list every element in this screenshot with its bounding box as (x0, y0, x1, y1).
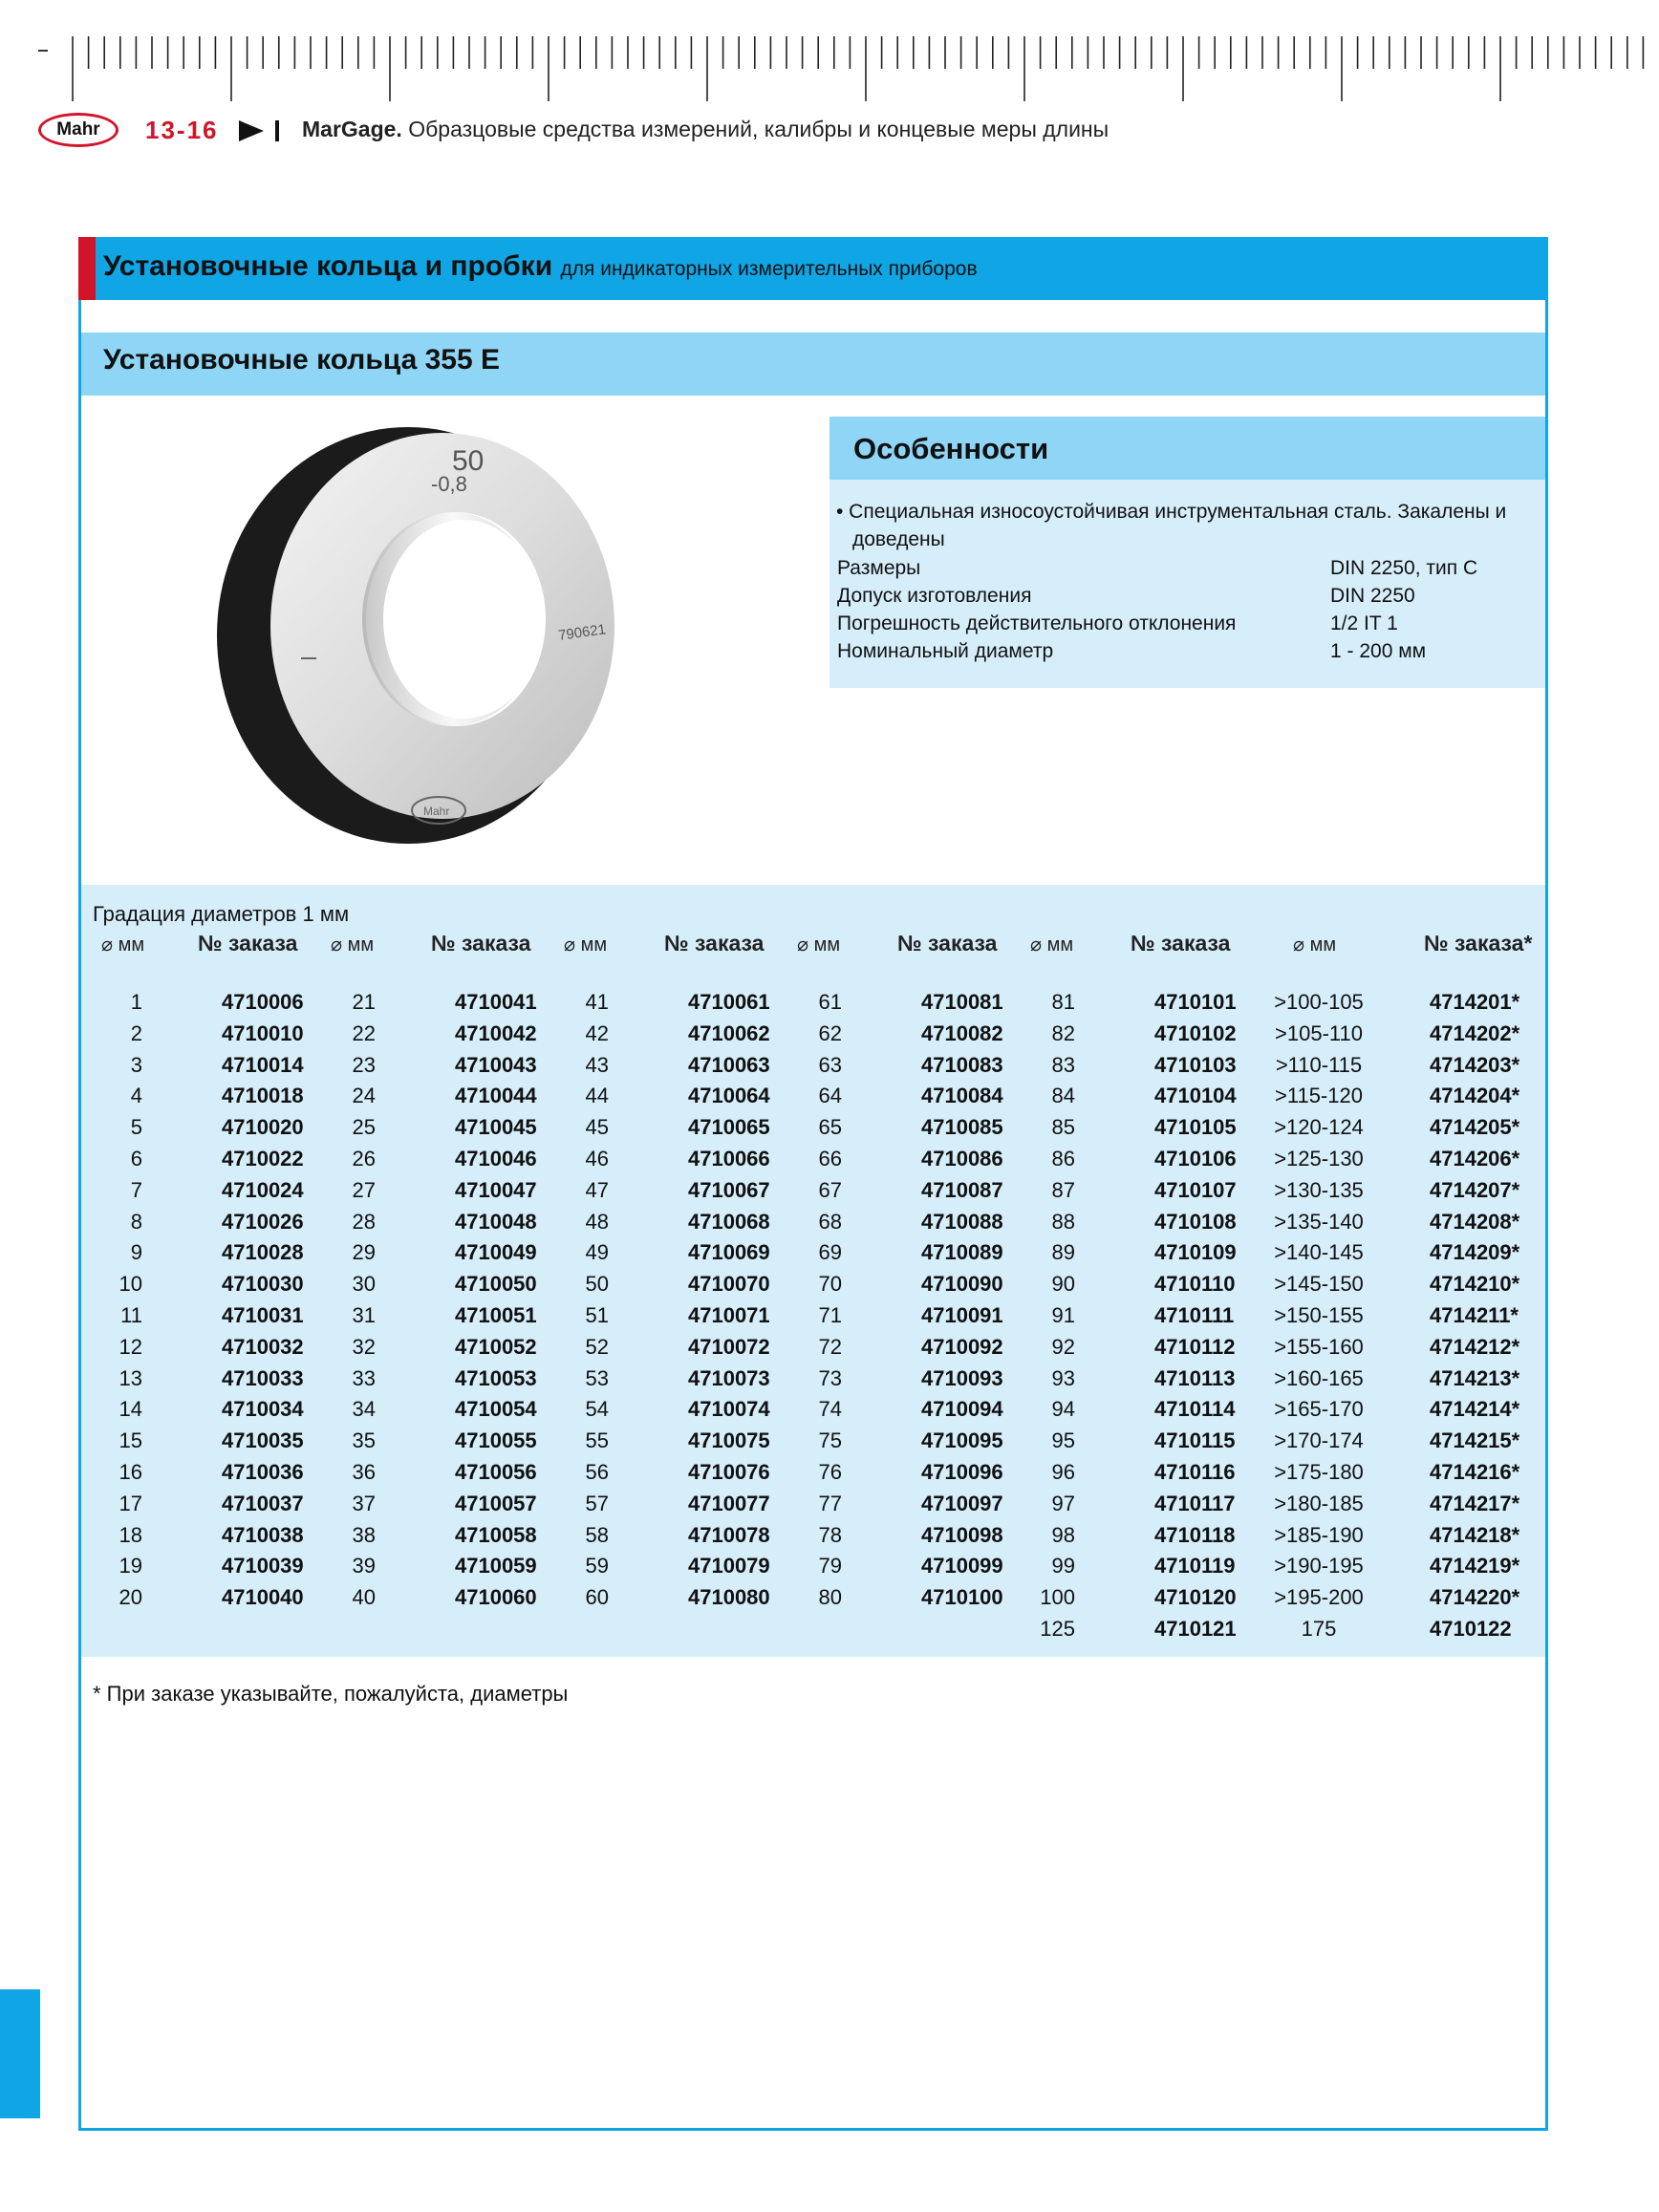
order-number-cell: 4714206* (1430, 1147, 1520, 1170)
diameter-cell: 65 (818, 1115, 842, 1140)
diameter-cell: 3 (130, 1052, 142, 1077)
order-number-cell: 4710097 (921, 1491, 1003, 1515)
diameter-cell: 35 (352, 1428, 376, 1453)
order-number-cell: 4710057 (455, 1491, 537, 1515)
order-number-cell: 4710022 (222, 1147, 304, 1170)
header-title (302, 117, 1109, 142)
diameter-cell: 9 (130, 1240, 142, 1265)
diameter-cell: 88 (1051, 1209, 1075, 1234)
order-number-cell: 4710014 (222, 1052, 304, 1077)
diameter-cell: 11 (120, 1303, 142, 1327)
order-number-cell: 4710075 (688, 1428, 770, 1453)
section-subtitle: для индикаторных измерительных приборов (560, 258, 978, 280)
order-number-cell: 4710058 (455, 1522, 537, 1547)
order-number-cell: 4710089 (921, 1240, 1003, 1265)
diameter-cell: 54 (585, 1397, 609, 1422)
diameter-cell: 16 (118, 1460, 142, 1484)
order-number-cell: 4714204* (1430, 1084, 1520, 1108)
diameter-cell: 90 (1051, 1272, 1075, 1297)
order-number-cell: 4710046 (455, 1147, 537, 1170)
order-number-cell: 4710085 (921, 1115, 1003, 1140)
order-number-cell: 4710060 (455, 1585, 537, 1610)
diameter-cell: 80 (818, 1585, 842, 1610)
order-number-cell: 4710055 (455, 1428, 537, 1453)
diameter-cell: 68 (818, 1209, 842, 1234)
order-number-cell: 4710033 (222, 1365, 304, 1390)
order-number-cell: 4710095 (921, 1428, 1003, 1453)
order-number-cell: 4710036 (222, 1460, 304, 1484)
order-number-cell: 4710066 (688, 1147, 770, 1170)
order-number-cell: 4710010 (222, 1020, 304, 1045)
order-number-cell: 4710073 (688, 1365, 770, 1390)
diameter-cell: 15 (118, 1428, 142, 1453)
order-number-cell: 4710120 (1154, 1585, 1237, 1610)
order-number-cell: 4710081 (921, 990, 1003, 1014)
product-title: Установочные кольца 355 E (103, 344, 501, 376)
diameter-cell: 30 (352, 1272, 376, 1297)
diameter-cell: 87 (1051, 1177, 1075, 1202)
diameter-cell: 79 (818, 1554, 842, 1578)
order-number-cell: 4710072 (688, 1334, 770, 1359)
column-header-dia: ⌀ мм (564, 934, 608, 956)
order-number-cell: 4710031 (222, 1303, 304, 1327)
diameter-cell: >180-185 (1274, 1491, 1364, 1515)
diameter-cell: 67 (818, 1177, 842, 1202)
order-number-cell: 4710092 (921, 1334, 1003, 1359)
diameter-cell: 31 (352, 1303, 376, 1327)
order-number-cell: 4710104 (1154, 1084, 1237, 1108)
diameter-cell: 64 (818, 1084, 842, 1108)
order-number-cell: 4710047 (455, 1177, 537, 1202)
diameter-cell: 6 (130, 1147, 142, 1170)
order-number-cell: 4710113 (1154, 1365, 1236, 1390)
diameter-cell: 17 (118, 1491, 142, 1515)
order-number-cell: 4710064 (688, 1084, 770, 1108)
diameter-cell: 38 (352, 1522, 376, 1547)
diameter-cell: 19 (118, 1554, 142, 1578)
diameter-cell: 28 (352, 1209, 376, 1234)
diameter-cell: 56 (585, 1460, 609, 1484)
diameter-cell: 39 (352, 1554, 376, 1578)
order-number-cell: 4710050 (455, 1272, 537, 1297)
brand-name: MarGage. (302, 117, 402, 141)
diameter-cell: 18 (118, 1522, 142, 1547)
diameter-cell: 33 (352, 1365, 376, 1390)
diameter-cell: 175 (1301, 1617, 1337, 1641)
diameter-cell: 25 (352, 1115, 376, 1140)
diameter-cell: 61 (818, 990, 842, 1014)
diameter-cell: 63 (818, 1052, 842, 1077)
order-number-cell: 4710032 (222, 1334, 304, 1359)
page-number: 13-16 (145, 116, 219, 144)
diameter-cell: 71 (818, 1303, 842, 1327)
order-number-cell: 4714213* (1430, 1365, 1520, 1390)
diameter-cell: 78 (818, 1522, 842, 1547)
ruler-decoration (67, 36, 1659, 105)
diameter-cell: 96 (1051, 1460, 1075, 1484)
order-number-cell: 4714203* (1430, 1052, 1520, 1077)
order-number-cell: 4710024 (222, 1177, 304, 1202)
order-number-cell: 4710122 (1430, 1617, 1512, 1641)
diameter-cell: 98 (1051, 1522, 1075, 1547)
diameter-cell: 13 (118, 1365, 142, 1390)
diameter-cell: 50 (585, 1272, 609, 1297)
order-number-cell: 4714218* (1430, 1522, 1520, 1547)
order-number-cell: 4714220* (1430, 1585, 1520, 1610)
diameter-cell: 24 (352, 1084, 376, 1108)
features-title: Особенности (853, 432, 1049, 465)
diameter-cell: 53 (585, 1365, 609, 1390)
order-number-cell: 4710087 (921, 1177, 1003, 1202)
order-number-cell: 4710061 (688, 990, 770, 1014)
order-number-cell: 4710030 (222, 1272, 304, 1297)
diameter-cell: 49 (585, 1240, 609, 1265)
order-number-cell: 4714201* (1430, 990, 1520, 1014)
section-title-main: Установочные кольца и пробки (103, 250, 553, 282)
order-number-cell: 4710051 (455, 1303, 537, 1327)
separator-bar (275, 120, 279, 141)
order-number-cell: 4710082 (921, 1020, 1003, 1045)
diameter-cell: >145-150 (1274, 1272, 1364, 1297)
setting-ring-image (205, 411, 645, 850)
order-number-cell: 4710063 (688, 1052, 770, 1077)
diameter-cell: 77 (818, 1491, 842, 1515)
order-number-cell: 4710065 (688, 1115, 770, 1140)
order-number-cell: 4710028 (222, 1240, 304, 1265)
order-number-cell: 4710110 (1154, 1272, 1236, 1297)
diameter-cell: 125 (1040, 1617, 1075, 1641)
diameter-cell: 74 (818, 1397, 842, 1422)
order-number-cell: 4710039 (222, 1554, 304, 1578)
order-number-cell: 4710112 (1154, 1334, 1236, 1359)
order-number-cell: 4710084 (921, 1084, 1003, 1108)
diameter-cell: 12 (118, 1334, 142, 1359)
diameter-cell: >130-135 (1274, 1177, 1364, 1202)
order-number-cell: 4710103 (1154, 1052, 1237, 1077)
diameter-cell: 89 (1051, 1240, 1075, 1265)
order-number-cell: 4710056 (455, 1460, 537, 1484)
diameter-cell: >190-195 (1274, 1554, 1364, 1578)
order-number-cell: 4710059 (455, 1554, 537, 1578)
order-number-cell: 4710101 (1154, 990, 1237, 1014)
header-description: Образцовые средства измерений, калибры и концевые меры длины (408, 117, 1110, 141)
arrow-right-icon (239, 120, 264, 141)
order-number-cell: 4710054 (455, 1397, 537, 1422)
column-header-dia: ⌀ мм (1030, 934, 1074, 956)
diameter-cell: 34 (352, 1397, 376, 1422)
order-number-cell: 4710121 (1154, 1617, 1237, 1641)
diameter-cell: 86 (1051, 1147, 1075, 1170)
diameter-cell: 52 (585, 1334, 609, 1359)
ring-serial-mark: 790621 (557, 621, 608, 644)
diameter-cell: 20 (118, 1585, 142, 1610)
diameter-cell: 85 (1051, 1115, 1075, 1140)
column-header-dia: ⌀ мм (101, 934, 145, 956)
column-header-order: № заказа (664, 931, 765, 956)
order-number-cell: 4710067 (688, 1177, 770, 1202)
diameter-cell: 62 (818, 1020, 842, 1045)
diameter-cell: >140-145 (1274, 1240, 1364, 1265)
diameter-cell: 70 (818, 1272, 842, 1297)
diameter-cell: 100 (1040, 1585, 1075, 1610)
diameter-cell: 84 (1051, 1084, 1075, 1108)
order-number-cell: 4710086 (921, 1147, 1003, 1170)
order-number-cell: 4714202* (1430, 1020, 1520, 1045)
diameter-cell: >185-190 (1274, 1522, 1364, 1547)
feature-value: DIN 2250, тип C (1330, 557, 1478, 579)
diameter-cell: >170-174 (1274, 1428, 1364, 1453)
order-number-cell: 4710049 (455, 1240, 537, 1265)
column-header-order: № заказа (198, 931, 298, 956)
order-number-cell: 4710062 (688, 1020, 770, 1045)
order-number-cell: 4710094 (921, 1397, 1003, 1422)
column-header-dia-range: ⌀ мм (1293, 934, 1337, 956)
order-number-cell: 4710114 (1154, 1397, 1236, 1422)
feature-value: DIN 2250 (1330, 585, 1415, 607)
diameter-cell: 75 (818, 1428, 842, 1453)
diameter-cell: 55 (585, 1428, 609, 1453)
section-accent (78, 237, 96, 300)
diameter-cell: 26 (352, 1147, 376, 1170)
order-number-cell: 4710099 (921, 1554, 1003, 1578)
footnote: * При заказе указывайте, пожалуйста, диаметры (93, 1682, 569, 1706)
diameter-cell: 23 (352, 1052, 376, 1077)
order-number-cell: 4710043 (455, 1052, 537, 1077)
feature-value: 1 - 200 мм (1330, 640, 1427, 662)
diameter-cell: 42 (585, 1020, 609, 1045)
order-number-cell: 4710037 (222, 1491, 304, 1515)
order-number-cell: 4710076 (688, 1460, 770, 1484)
order-number-cell: 4710119 (1154, 1554, 1236, 1578)
diameter-cell: 51 (585, 1303, 609, 1327)
order-number-cell: 4710091 (921, 1303, 1003, 1327)
ring-size-mark: 50 (452, 445, 485, 477)
order-number-cell: 4710109 (1154, 1240, 1237, 1265)
order-number-cell: 4714207* (1430, 1177, 1520, 1202)
order-number-cell: 4714211* (1430, 1303, 1519, 1327)
diameter-cell: 8 (130, 1209, 142, 1234)
diameter-cell: 60 (585, 1585, 609, 1610)
order-number-cell: 4714216* (1430, 1460, 1520, 1484)
order-number-cell: 4710070 (688, 1272, 770, 1297)
diameter-cell: 32 (352, 1334, 376, 1359)
order-number-cell: 4710111 (1154, 1303, 1235, 1327)
diameter-cell: 7 (130, 1177, 142, 1202)
order-number-cell: 4710115 (1154, 1428, 1236, 1453)
diameter-cell: 83 (1051, 1052, 1075, 1077)
feature-label: Номинальный диаметр (837, 640, 1054, 662)
order-number-cell: 4714217* (1430, 1491, 1520, 1515)
order-number-cell: 4710078 (688, 1522, 770, 1547)
chapter-tab (0, 1989, 40, 2118)
order-number-cell: 4710048 (455, 1209, 537, 1234)
diameter-cell: 10 (118, 1272, 142, 1297)
diameter-cell: 97 (1051, 1491, 1075, 1515)
margin-dash (38, 50, 48, 52)
diameter-cell: 44 (585, 1084, 609, 1108)
order-number-cell: 4710080 (688, 1585, 770, 1610)
diameter-cell: >195-200 (1274, 1585, 1364, 1610)
diameter-cell: 91 (1051, 1303, 1075, 1327)
page-header (38, 113, 1615, 151)
column-header-order: № заказа (431, 931, 531, 956)
order-number-cell: 4714212* (1430, 1334, 1520, 1359)
feature-label: Допуск изготовления (837, 585, 1032, 607)
order-number-cell: 4710107 (1154, 1177, 1237, 1202)
diameter-cell: 41 (585, 990, 609, 1014)
order-number-cell: 4710116 (1154, 1460, 1236, 1484)
order-number-cell: 4710035 (222, 1428, 304, 1453)
mahr-logo: Mahr (38, 113, 118, 147)
order-number-cell: 4710083 (921, 1052, 1003, 1077)
diameter-cell: 21 (352, 990, 376, 1014)
order-number-cell: 4714210* (1430, 1272, 1520, 1297)
feature-label: Размеры (837, 557, 921, 579)
order-number-cell: 4710020 (222, 1115, 304, 1140)
diameter-cell: >105-110 (1275, 1020, 1363, 1045)
order-number-cell: 4710093 (921, 1365, 1003, 1390)
feature-bullet-line2: доведены (852, 528, 945, 550)
section-title (103, 250, 978, 283)
diameter-cell: >175-180 (1274, 1460, 1364, 1484)
order-number-cell: 4710118 (1154, 1522, 1236, 1547)
diameter-cell: >160-165 (1274, 1365, 1364, 1390)
diameter-cell: 14 (118, 1397, 142, 1422)
order-number-cell: 4710098 (921, 1522, 1003, 1547)
diameter-cell: 72 (818, 1334, 842, 1359)
column-header-order: № заказа (897, 931, 998, 956)
column-header-dia: ⌀ мм (331, 934, 375, 956)
gradation-label: Градация диаметров 1 мм (93, 902, 350, 926)
order-number-cell: 4710079 (688, 1554, 770, 1578)
order-number-cell: 4710106 (1154, 1147, 1237, 1170)
order-number-cell: 4710042 (455, 1020, 537, 1045)
order-number-cell: 4710045 (455, 1115, 537, 1140)
order-number-cell: 4710053 (455, 1365, 537, 1390)
diameter-cell: 1 (130, 990, 142, 1014)
order-number-cell: 4710006 (222, 990, 304, 1014)
order-number-cell: 4710034 (222, 1397, 304, 1422)
diameter-cell: 81 (1051, 990, 1075, 1014)
order-number-cell: 4710038 (222, 1522, 304, 1547)
order-number-cell: 4710108 (1154, 1209, 1237, 1234)
diameter-cell: 5 (130, 1115, 142, 1140)
diameter-cell: 93 (1051, 1365, 1075, 1390)
diameter-cell: 46 (585, 1147, 609, 1170)
diameter-cell: 58 (585, 1522, 609, 1547)
order-number-cell: 4710096 (921, 1460, 1003, 1484)
feature-bullet-line1: • Специальная износоустойчивая инструментальная сталь. Закалены и (836, 501, 1507, 523)
diameter-cell: 45 (585, 1115, 609, 1140)
order-number-cell: 4710102 (1154, 1020, 1237, 1045)
diameter-cell: 27 (352, 1177, 376, 1202)
diameter-cell: 48 (585, 1209, 609, 1234)
diameter-cell: >110-115 (1275, 1052, 1363, 1077)
diameter-cell: >115-120 (1275, 1084, 1363, 1108)
column-header-dia: ⌀ мм (797, 934, 841, 956)
diameter-cell: 76 (818, 1460, 842, 1484)
diameter-cell: 47 (585, 1177, 609, 1202)
diameter-cell: 2 (130, 1020, 142, 1045)
order-number-cell: 4714214* (1430, 1397, 1520, 1422)
order-number-cell: 4710026 (222, 1209, 304, 1234)
order-number-cell: 4710044 (455, 1084, 537, 1108)
diameter-cell: 57 (585, 1491, 609, 1515)
order-number-cell: 4710071 (688, 1303, 770, 1327)
order-number-cell: 4710077 (688, 1491, 770, 1515)
diameter-cell: >125-130 (1274, 1147, 1364, 1170)
feature-label: Погрешность действительного отклонения (837, 612, 1237, 634)
diameter-cell: >165-170 (1274, 1397, 1364, 1422)
order-number-cell: 4710117 (1154, 1491, 1236, 1515)
diameter-cell: 94 (1051, 1397, 1075, 1422)
diameter-cell: 4 (130, 1084, 142, 1108)
order-number-cell: 4714219* (1430, 1554, 1520, 1578)
ring-tolerance-mark: -0,8 (431, 472, 467, 496)
diameter-cell: 59 (585, 1554, 609, 1578)
diameter-cell: >100-105 (1274, 990, 1364, 1014)
order-number-cell: 4714205* (1430, 1115, 1520, 1140)
order-number-cell: 4710074 (688, 1397, 770, 1422)
column-header-order-star: № заказа* (1424, 931, 1533, 956)
diameter-cell: 73 (818, 1365, 842, 1390)
diameter-cell: 66 (818, 1147, 842, 1170)
diameter-cell: >150-155 (1274, 1303, 1364, 1327)
diameter-cell: 29 (352, 1240, 376, 1265)
order-number-cell: 4710040 (222, 1585, 304, 1610)
diameter-cell: 95 (1051, 1428, 1075, 1453)
order-number-cell: 4710052 (455, 1334, 537, 1359)
order-number-cell: 4714208* (1430, 1209, 1520, 1234)
diameter-cell: 22 (352, 1020, 376, 1045)
diameter-cell: 69 (818, 1240, 842, 1265)
diameter-cell: >155-160 (1274, 1334, 1364, 1359)
diameter-cell: >135-140 (1274, 1209, 1364, 1234)
order-number-cell: 4714209* (1430, 1240, 1520, 1265)
diameter-cell: 36 (352, 1460, 376, 1484)
feature-value: 1/2 IT 1 (1330, 612, 1398, 634)
diameter-cell: 40 (352, 1585, 376, 1610)
column-header-order: № заказа (1131, 931, 1231, 956)
order-number-cell: 4710090 (921, 1272, 1003, 1297)
order-number-cell: 4710100 (921, 1585, 1003, 1610)
diameter-cell: 82 (1051, 1020, 1075, 1045)
order-number-cell: 4710088 (921, 1209, 1003, 1234)
ring-logo-mark: Mahr (423, 805, 450, 818)
order-number-cell: 4710041 (455, 990, 537, 1014)
diameter-cell: 92 (1051, 1334, 1075, 1359)
diameter-cell: 37 (352, 1491, 376, 1515)
order-number-cell: 4714215* (1430, 1428, 1520, 1453)
order-number-cell: 4710068 (688, 1209, 770, 1234)
diameter-cell: 99 (1051, 1554, 1075, 1578)
order-number-cell: 4710018 (222, 1084, 304, 1108)
order-number-cell: 4710105 (1154, 1115, 1237, 1140)
order-number-cell: 4710069 (688, 1240, 770, 1265)
diameter-cell: >120-124 (1274, 1115, 1364, 1140)
diameter-cell: 43 (585, 1052, 609, 1077)
